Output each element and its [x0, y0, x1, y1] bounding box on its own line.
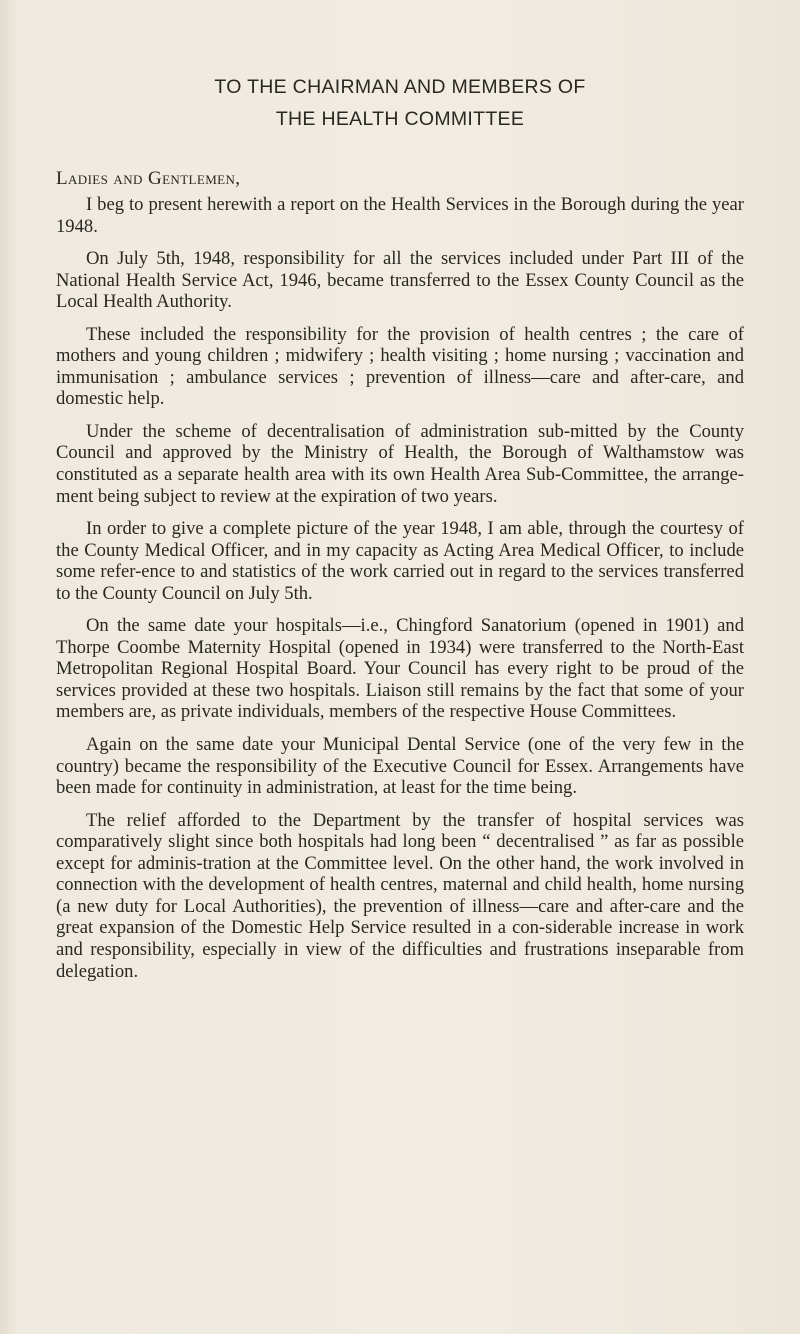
paragraph-6: On the same date your hospitals—i.e., Chingford Sanatorium (opened in 1901) and Thorpe Coombe Maternity Hospital (opened in 1934) were transferred to the North-East Metropolitan Regional Hospital Board. Your Council has every right to be proud of the services provided at these two hospitals. Liaison still remains by the fact that some of your members are, as private individuals, members of the respective House Committees. — [56, 615, 744, 723]
heading-line-1: TO THE CHAIRMAN AND MEMBERS OF — [214, 76, 586, 98]
paragraph-3: These included the responsibility for the provision of health centres ; the care of mothers and young children ; midwifery ; health visiting ; home nursing ; vaccination and immunisation ; ambulance services ; prevention of illness—care and after-care, and domestic help. — [56, 323, 744, 410]
paragraph-1: I beg to present herewith a report on the Health Services in the Borough during the year 1948. — [56, 194, 744, 237]
heading-line-2: THE HEALTH COMMITTEE — [275, 108, 525, 130]
paragraph-5: In order to give a complete picture of the year 1948, I am able, through the courtesy of the County Medical Officer, and in my capacity as Acting Area Medical Officer, to include some refer-ence to and statistics of the work carried out in regard to the services transferred to the County Council on July 5th. — [56, 518, 744, 604]
paragraph-4: Under the scheme of decentralisation of administration sub-mitted by the County Council and approved by the Ministry of Health, the Borough of Walthamstow was constituted as a separate health area with its own Health Area Sub-Committee, the arrange-ment being subject to review at the expiration of two years. — [56, 420, 744, 507]
salutation: Ladies and Gentlemen, — [56, 168, 241, 189]
paragraph-7: Again on the same date your Municipal Dental Service (one of the very few in the country) became the responsibility of the Executive Council for Essex. Arrangements have been made for continuity in administration, at least for the time being. — [56, 734, 744, 799]
paragraph-8: The relief afforded to the Department by the transfer of hospital services was comparatively slight since both hospitals had long been “ decentralised ” as far as possible except for adminis-tration at the Committee level. On the other hand, the work involved in connection with the development of health centres, maternal and child health, home nursing (a new duty for Local Authorities), the prevention of illness—care and after-care and the great expansion of the Domestic Help Service resulted in a con-siderable increase in work and responsibility, especially in view of the difficulties and frustrations inseparable from delegation. — [56, 809, 744, 982]
paragraph-2: On July 5th, 1948, responsibility for all the services included under Part III of the National Health Service Act, 1946, became transferred to the Essex County Council as the Local Health Authority. — [56, 248, 744, 313]
report-body — [56, 194, 744, 993]
